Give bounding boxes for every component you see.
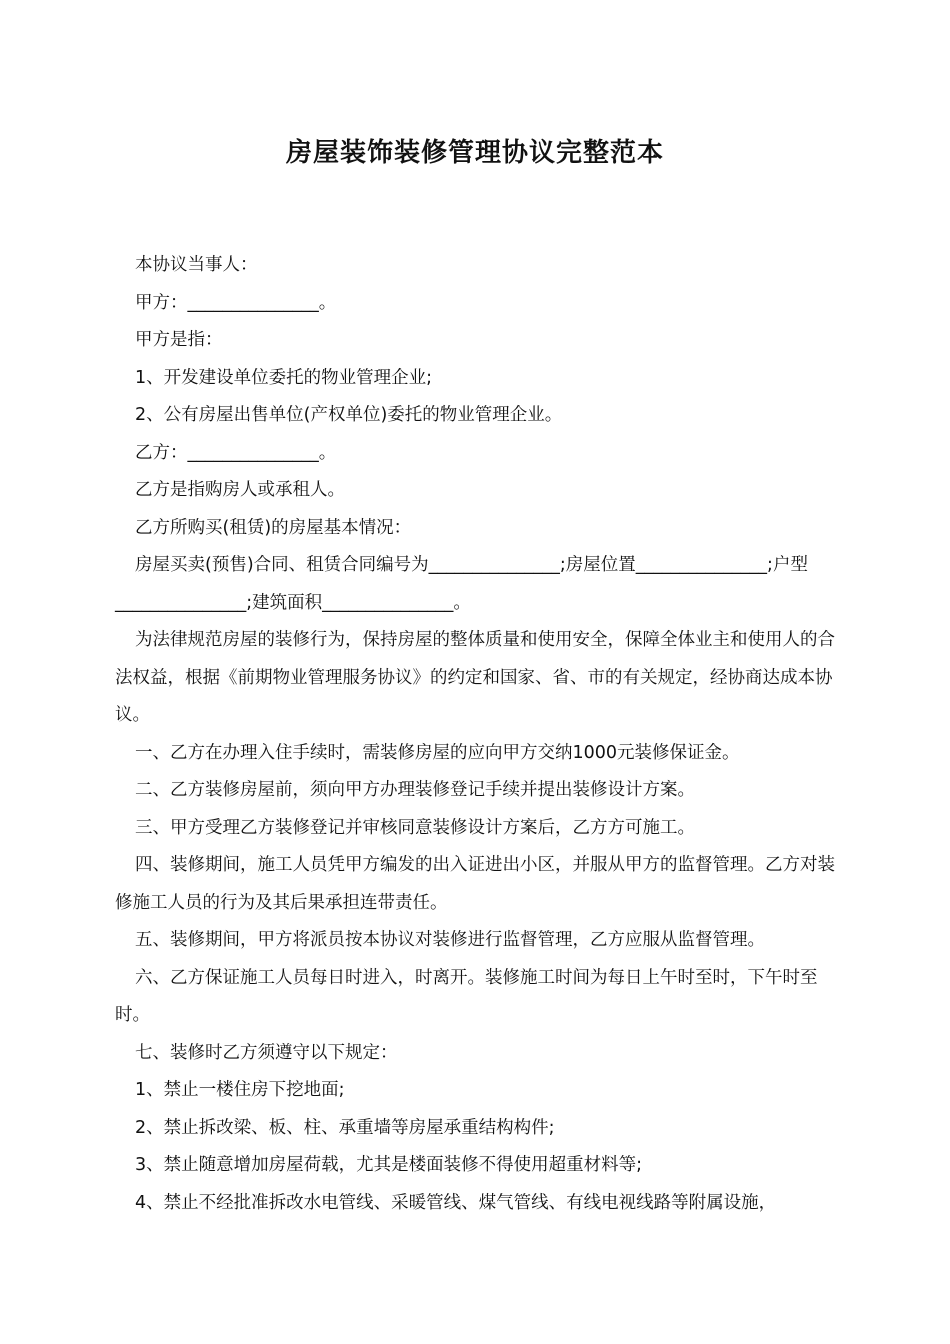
paragraph-clause-7: 七、装修时乙方须遵守以下规定： bbox=[135, 1042, 398, 1063]
document-title: 房屋装饰装修管理协议完整范本 bbox=[285, 138, 664, 168]
paragraph-rule-3: 3、禁止随意增加房屋荷载，尤其是楼面装修不得使用超重材料等; bbox=[135, 1155, 643, 1175]
paragraph-purpose: 为法律规范房屋的装修行为，保持房屋的整体质量和使用安全，保障全体业主和使用人的合法权益，根据《前期物业管理服务协议》的约定和国家、省、市的有关规定，经协商达成本协议。 bbox=[115, 630, 835, 725]
paragraph-party-a-item-1: 1、开发建设单位委托的物业管理企业; bbox=[135, 367, 433, 388]
paragraph-clause-5: 五、装修期间，甲方将派员按本协议对装修进行监督管理，乙方应服从监督管理。 bbox=[135, 930, 765, 950]
paragraph-clause-3: 三、甲方受理乙方装修登记并审核同意装修设计方案后，乙方方可施工。 bbox=[135, 817, 695, 838]
paragraph-rule-1: 1、禁止一楼住房下挖地面; bbox=[135, 1080, 345, 1100]
paragraph-rule-4: 4、禁止不经批准拆改水电管线、采暖管线、煤气管线、有线电视线路等附属设施， bbox=[135, 1192, 777, 1213]
paragraph-clause-4: 四、装修期间，施工人员凭甲方编发的出入证进出小区，并服从甲方的监督管理。乙方对装修施工人员的行为及其后果承担连带责任。 bbox=[115, 855, 835, 913]
paragraph-clause-1: 一、乙方在办理入住手续时，需装修房屋的应向甲方交纳1000元装修保证金。 bbox=[135, 742, 740, 763]
paragraph-property-info-heading: 乙方所购买(租赁)的房屋基本情况： bbox=[135, 517, 412, 538]
paragraph-property-info: 房屋买卖(预售)合同、租赁合同编号为_______________;房屋位置_______________;户型_______________;建筑面积_______________。 bbox=[115, 555, 808, 613]
paragraph-party-b-definition: 乙方是指购房人或承租人。 bbox=[135, 480, 345, 500]
paragraph-clause-6: 六、乙方保证施工人员每日时进入，时离开。装修施工时间为每日上午时至时，下午时至时。 bbox=[115, 967, 818, 1025]
paragraph-parties-intro: 本协议当事人： bbox=[135, 255, 258, 275]
paragraph-party-a: 甲方：_______________。 bbox=[135, 292, 337, 313]
paragraph-clause-2: 二、乙方装修房屋前，须向甲方办理装修登记手续并提出装修设计方案。 bbox=[135, 780, 695, 800]
paragraph-rule-2: 2、禁止拆改梁、板、柱、承重墙等房屋承重结构构件; bbox=[135, 1117, 555, 1138]
document-body bbox=[115, 247, 845, 1222]
paragraph-party-b: 乙方：_______________。 bbox=[135, 442, 337, 463]
paragraph-party-a-item-2: 2、公有房屋出售单位(产权单位)委托的物业管理企业。 bbox=[135, 405, 563, 425]
paragraph-party-a-definition: 甲方是指： bbox=[135, 330, 223, 350]
